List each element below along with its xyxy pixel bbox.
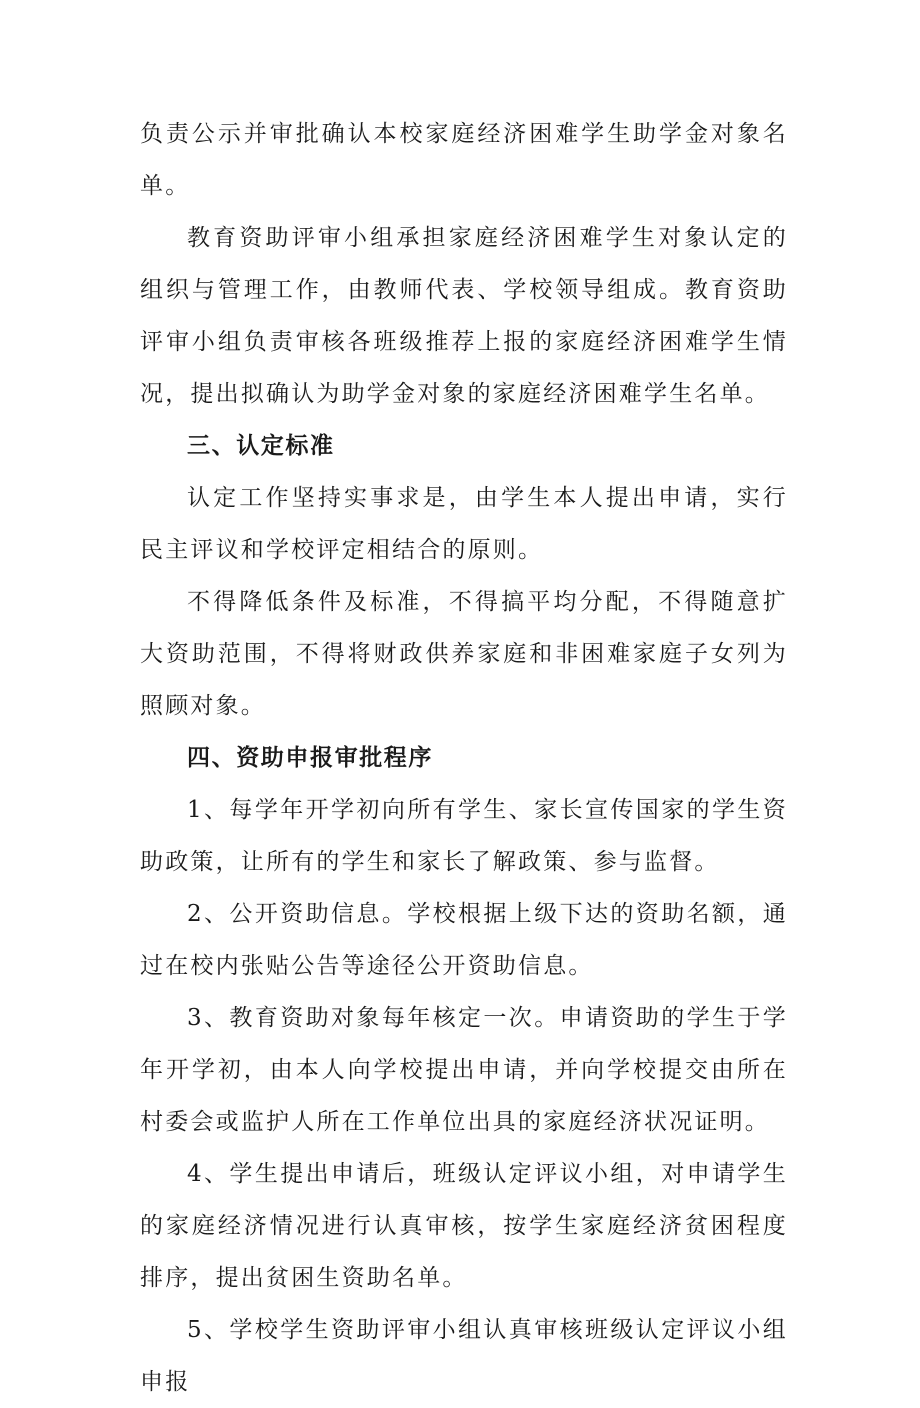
paragraph-list-continuation: 负责公示并审批确认本校家庭经济困难学生助学金对象名单。	[140, 121, 788, 199]
paragraph-criteria-restrictions: 不得降低条件及标准，不得搞平均分配，不得随意扩大资助范围，不得将财政供养家庭和非困难家庭子女列为照顾对象。	[140, 589, 788, 719]
procedure-step-4: 4、学生提出申请后，班级认定评议小组，对申请学生的家庭经济情况进行认真审核，按学生家庭经济贫困程度排序，提出贫困生资助名单。	[140, 1161, 788, 1291]
procedure-step-2: 2、公开资助信息。学校根据上级下达的资助名额，通过在校内张贴公告等途径公开资助信息。	[140, 901, 788, 979]
procedure-step-3: 3、教育资助对象每年核定一次。申请资助的学生于学年开学初，由本人向学校提出申请，并向学校提交由所在村委会或监护人所在工作单位出具的家庭经济状况证明。	[140, 1005, 788, 1135]
paragraph-criteria-principle: 认定工作坚持实事求是，由学生本人提出申请，实行民主评议和学校评定相结合的原则。	[140, 485, 788, 563]
paragraph-review-group: 教育资助评审小组承担家庭经济困难学生对象认定的组织与管理工作，由教师代表、学校领导组成。教育资助评审小组负责审核各班级推荐上报的家庭经济困难学生情况，提出拟确认为助学金对象的家庭经济困难学生名单。	[140, 225, 788, 407]
procedure-step-5: 5、学校学生资助评审小组认真审核班级认定评议小组申报	[140, 1317, 788, 1395]
procedure-step-1: 1、每学年开学初向所有学生、家长宣传国家的学生资助政策，让所有的学生和家长了解政策、参与监督。	[140, 797, 788, 875]
section-heading-procedure: 四、资助申报审批程序	[187, 745, 433, 771]
section-heading-criteria: 三、认定标准	[187, 433, 335, 459]
document-body	[140, 108, 788, 1408]
